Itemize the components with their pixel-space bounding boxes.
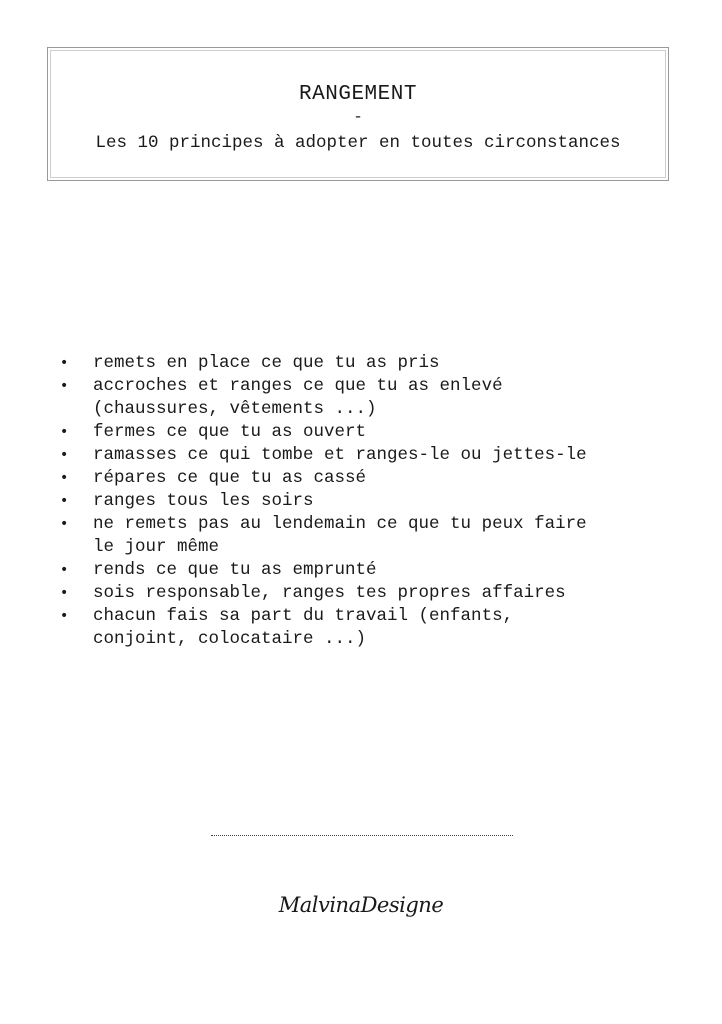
page-subtitle: Les 10 principes à adopter en toutes circonstances bbox=[95, 133, 621, 153]
list-item bbox=[60, 352, 680, 375]
rule-text: ramasses ce qui tombe et ranges-le ou jettes-le bbox=[93, 445, 587, 465]
list-item bbox=[60, 375, 680, 421]
bullet-icon: • bbox=[60, 608, 69, 624]
rule-text: accroches et ranges ce que tu as enlevé (chaussures, vêtements ...) bbox=[93, 376, 503, 419]
bullet-icon: • bbox=[60, 355, 69, 371]
list-item bbox=[60, 559, 680, 582]
list-item bbox=[60, 467, 680, 490]
rules-list bbox=[60, 352, 680, 651]
title-separator: - bbox=[353, 108, 363, 126]
rule-text: ranges tous les soirs bbox=[93, 491, 314, 511]
list-item bbox=[60, 513, 680, 559]
list-item bbox=[60, 490, 680, 513]
bullet-icon: • bbox=[60, 516, 69, 532]
signature-line bbox=[211, 835, 513, 836]
rule-text: ne remets pas au lendemain ce que tu peux faire le jour même bbox=[93, 514, 587, 557]
bullet-icon: • bbox=[60, 447, 69, 463]
list-item bbox=[60, 421, 680, 444]
title-box bbox=[47, 47, 669, 181]
bullet-icon: • bbox=[60, 424, 69, 440]
signature: MalvinaDesigne bbox=[278, 893, 444, 917]
rule-text: remets en place ce que tu as pris bbox=[93, 353, 440, 373]
list-item bbox=[60, 605, 680, 651]
bullet-icon: • bbox=[60, 585, 69, 601]
rule-text: sois responsable, ranges tes propres affaires bbox=[93, 583, 566, 603]
rule-text: chacun fais sa part du travail (enfants, conjoint, colocataire ...) bbox=[93, 606, 514, 649]
rule-text: répares ce que tu as cassé bbox=[93, 468, 367, 488]
page-title: RANGEMENT bbox=[299, 83, 417, 106]
rule-text: rends ce que tu as emprunté bbox=[93, 560, 377, 580]
list-item bbox=[60, 582, 680, 605]
bullet-icon: • bbox=[60, 493, 69, 509]
list-item bbox=[60, 444, 680, 467]
bullet-icon: • bbox=[60, 470, 69, 486]
bullet-icon: • bbox=[60, 378, 69, 394]
bullet-icon: • bbox=[60, 562, 69, 578]
rule-text: fermes ce que tu as ouvert bbox=[93, 422, 367, 442]
